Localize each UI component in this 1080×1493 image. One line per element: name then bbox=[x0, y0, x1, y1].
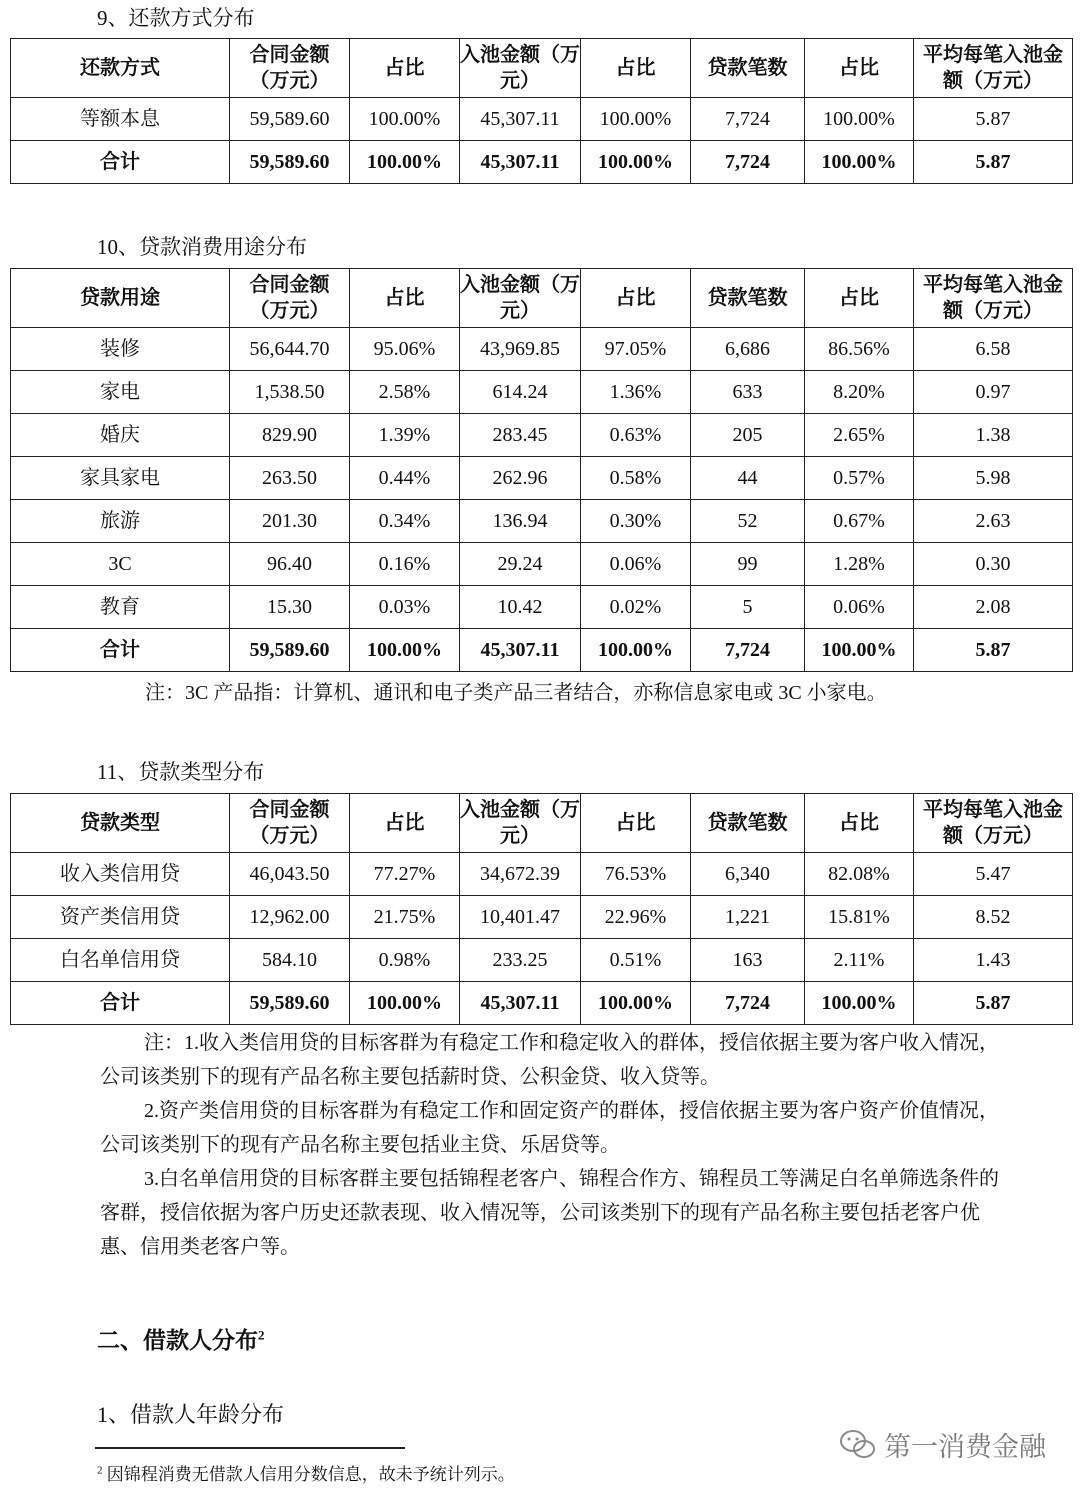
note-paragraph: 3.白名单信用贷的目标客群主要包括锦程老客户、锦程合作方、锦程员工等满足白名单筛选条件的客群，授信依据为客户历史还款表现、收入情况等，公司该类别下的现有产品名称主要包括老客户优惠、信用类老客户等。 bbox=[100, 1168, 999, 1258]
table-cell: 99 bbox=[691, 543, 805, 586]
distribution-table bbox=[10, 268, 1073, 672]
table-cell: 233.25 bbox=[460, 939, 581, 982]
table-row bbox=[11, 371, 1073, 414]
column-header: 占比 bbox=[805, 269, 914, 328]
table-cell: 0.97 bbox=[914, 371, 1073, 414]
table-cell: 43,969.85 bbox=[460, 328, 581, 371]
table-total-row bbox=[11, 982, 1073, 1025]
table-cell: 5.98 bbox=[914, 457, 1073, 500]
table-cell: 婚庆 bbox=[11, 414, 230, 457]
total-cell: 59,589.60 bbox=[230, 141, 350, 184]
section-title: 11、贷款类型分布 bbox=[97, 760, 265, 784]
total-cell: 7,724 bbox=[691, 982, 805, 1025]
footnote bbox=[97, 1460, 515, 1485]
table-cell: 100.00% bbox=[581, 98, 691, 141]
table-cell: 0.30 bbox=[914, 543, 1073, 586]
table-row bbox=[11, 328, 1073, 371]
table-cell: 0.44% bbox=[350, 457, 460, 500]
column-header: 贷款笔数 bbox=[691, 794, 805, 853]
table-cell: 34,672.39 bbox=[460, 853, 581, 896]
table-cell: 59,589.60 bbox=[230, 98, 350, 141]
column-header: 合同金额（万元） bbox=[230, 794, 350, 853]
table-cell: 5.87 bbox=[914, 98, 1073, 141]
table-cell: 633 bbox=[691, 371, 805, 414]
table-cell: 95.06% bbox=[350, 328, 460, 371]
table-cell: 52 bbox=[691, 500, 805, 543]
total-cell: 100.00% bbox=[581, 629, 691, 672]
total-cell: 100.00% bbox=[350, 629, 460, 672]
column-header: 贷款类型 bbox=[11, 794, 230, 853]
table-cell: 教育 bbox=[11, 586, 230, 629]
table-cell: 2.65% bbox=[805, 414, 914, 457]
section-heading-borrower bbox=[97, 1322, 265, 1355]
table-cell: 10,401.47 bbox=[460, 896, 581, 939]
column-header: 贷款笔数 bbox=[691, 269, 805, 328]
table-cell: 614.24 bbox=[460, 371, 581, 414]
table-total-row bbox=[11, 141, 1073, 184]
table-row bbox=[11, 853, 1073, 896]
total-cell: 59,589.60 bbox=[230, 982, 350, 1025]
total-cell: 合计 bbox=[11, 629, 230, 672]
table-cell: 0.03% bbox=[350, 586, 460, 629]
column-header: 占比 bbox=[581, 39, 691, 98]
section-title: 10、贷款消费用途分布 bbox=[97, 235, 307, 259]
column-header: 合同金额（万元） bbox=[230, 269, 350, 328]
subsection-heading: 1、借款人年龄分布 bbox=[97, 1402, 285, 1427]
table-cell: 旅游 bbox=[11, 500, 230, 543]
table-cell: 5.47 bbox=[914, 853, 1073, 896]
total-cell: 7,724 bbox=[691, 629, 805, 672]
table-cell: 0.57% bbox=[805, 457, 914, 500]
table-cell: 6,686 bbox=[691, 328, 805, 371]
table-header-row bbox=[11, 39, 1073, 98]
watermark bbox=[838, 1425, 1046, 1464]
table-row bbox=[11, 586, 1073, 629]
column-header: 入池金额（万元） bbox=[460, 269, 581, 328]
table-cell: 82.08% bbox=[805, 853, 914, 896]
table-cell: 2.11% bbox=[805, 939, 914, 982]
footnote-ref[interactable]: 2 bbox=[258, 1327, 265, 1343]
column-header: 占比 bbox=[350, 39, 460, 98]
table-cell: 2.58% bbox=[350, 371, 460, 414]
table-cell: 12,962.00 bbox=[230, 896, 350, 939]
total-cell: 45,307.11 bbox=[460, 982, 581, 1025]
note-paragraph: 注：1.收入类信用贷的目标客群为有稳定工作和稳定收入的群体，授信依据主要为客户收入情况，公司该类别下的现有产品名称主要包括薪时贷、公积金贷、收入贷等。 bbox=[100, 1032, 999, 1088]
table-cell: 1.28% bbox=[805, 543, 914, 586]
table-cell: 7,724 bbox=[691, 98, 805, 141]
section-title: 二、借款人分布 bbox=[97, 1328, 258, 1353]
table-cell: 77.27% bbox=[350, 853, 460, 896]
table-cell: 0.16% bbox=[350, 543, 460, 586]
column-header: 平均每笔入池金额（万元） bbox=[914, 39, 1073, 98]
table-cell: 44 bbox=[691, 457, 805, 500]
table-cell: 100.00% bbox=[350, 98, 460, 141]
table-row bbox=[11, 896, 1073, 939]
total-cell: 5.87 bbox=[914, 629, 1073, 672]
table-cell: 0.51% bbox=[581, 939, 691, 982]
table-cell: 收入类信用贷 bbox=[11, 853, 230, 896]
table-cell: 0.06% bbox=[581, 543, 691, 586]
table-cell: 0.02% bbox=[581, 586, 691, 629]
table-cell: 86.56% bbox=[805, 328, 914, 371]
total-cell: 5.87 bbox=[914, 982, 1073, 1025]
table-cell: 10.42 bbox=[460, 586, 581, 629]
total-cell: 7,724 bbox=[691, 141, 805, 184]
table-cell: 584.10 bbox=[230, 939, 350, 982]
table-cell: 0.34% bbox=[350, 500, 460, 543]
footnote-text: 因锦程消费无借款人信用分数信息，故未予统计列示。 bbox=[106, 1465, 515, 1484]
table-cell: 1.38 bbox=[914, 414, 1073, 457]
total-cell: 合计 bbox=[11, 141, 230, 184]
table-cell: 205 bbox=[691, 414, 805, 457]
table-cell: 1.39% bbox=[350, 414, 460, 457]
table-note: 注：3C 产品指：计算机、通讯和电子类产品三者结合，亦称信息家电或 3C 小家电。 bbox=[145, 682, 887, 704]
column-header: 贷款笔数 bbox=[691, 39, 805, 98]
table-cell: 6,340 bbox=[691, 853, 805, 896]
table-cell: 8.52 bbox=[914, 896, 1073, 939]
table-row bbox=[11, 414, 1073, 457]
distribution-table bbox=[10, 793, 1073, 1025]
table-header-row bbox=[11, 794, 1073, 853]
table-row bbox=[11, 98, 1073, 141]
table-cell: 263.50 bbox=[230, 457, 350, 500]
table-cell: 1,221 bbox=[691, 896, 805, 939]
total-cell: 100.00% bbox=[805, 629, 914, 672]
table-cell: 0.58% bbox=[581, 457, 691, 500]
table-cell: 等额本息 bbox=[11, 98, 230, 141]
column-header: 入池金额（万元） bbox=[460, 39, 581, 98]
column-header: 占比 bbox=[805, 39, 914, 98]
table-cell: 97.05% bbox=[581, 328, 691, 371]
column-header: 平均每笔入池金额（万元） bbox=[914, 269, 1073, 328]
table-cell: 76.53% bbox=[581, 853, 691, 896]
column-header: 平均每笔入池金额（万元） bbox=[914, 794, 1073, 853]
note-paragraph: 2.资产类信用贷的目标客群为有稳定工作和固定资产的群体，授信依据主要为客户资产价值情况，公司该类别下的现有产品名称主要包括业主贷、乐居贷等。 bbox=[100, 1100, 999, 1156]
total-cell: 100.00% bbox=[350, 141, 460, 184]
table-cell: 资产类信用贷 bbox=[11, 896, 230, 939]
table-row bbox=[11, 939, 1073, 982]
column-header: 占比 bbox=[805, 794, 914, 853]
total-cell: 100.00% bbox=[805, 141, 914, 184]
footnote-divider bbox=[95, 1447, 405, 1449]
total-cell: 100.00% bbox=[350, 982, 460, 1025]
total-cell: 5.87 bbox=[914, 141, 1073, 184]
total-cell: 59,589.60 bbox=[230, 629, 350, 672]
table-cell: 0.98% bbox=[350, 939, 460, 982]
table-cell: 829.90 bbox=[230, 414, 350, 457]
table-cell: 装修 bbox=[11, 328, 230, 371]
distribution-table bbox=[10, 38, 1073, 184]
table-cell: 0.30% bbox=[581, 500, 691, 543]
watermark-text: 第一消费金融 bbox=[884, 1432, 1046, 1462]
table-cell: 201.30 bbox=[230, 500, 350, 543]
table-cell: 15.81% bbox=[805, 896, 914, 939]
section-title: 9、还款方式分布 bbox=[97, 6, 255, 30]
table-cell: 163 bbox=[691, 939, 805, 982]
table-cell: 2.63 bbox=[914, 500, 1073, 543]
table-cell: 白名单信用贷 bbox=[11, 939, 230, 982]
column-header: 占比 bbox=[581, 794, 691, 853]
table-cell: 3C bbox=[11, 543, 230, 586]
table-cell: 1.36% bbox=[581, 371, 691, 414]
table-cell: 家电 bbox=[11, 371, 230, 414]
table-cell: 0.06% bbox=[805, 586, 914, 629]
table-cell: 1,538.50 bbox=[230, 371, 350, 414]
table-cell: 136.94 bbox=[460, 500, 581, 543]
table-cell: 45,307.11 bbox=[460, 98, 581, 141]
table-cell: 283.45 bbox=[460, 414, 581, 457]
table-header-row bbox=[11, 269, 1073, 328]
table-cell: 22.96% bbox=[581, 896, 691, 939]
column-header: 还款方式 bbox=[11, 39, 230, 98]
table-cell: 56,644.70 bbox=[230, 328, 350, 371]
column-header: 占比 bbox=[350, 269, 460, 328]
table-cell: 5 bbox=[691, 586, 805, 629]
total-cell: 45,307.11 bbox=[460, 629, 581, 672]
footnote-mark: 2 bbox=[97, 1464, 103, 1477]
total-cell: 100.00% bbox=[805, 982, 914, 1025]
column-header: 占比 bbox=[350, 794, 460, 853]
total-cell: 45,307.11 bbox=[460, 141, 581, 184]
table-cell: 46,043.50 bbox=[230, 853, 350, 896]
column-header: 合同金额（万元） bbox=[230, 39, 350, 98]
table-cell: 21.75% bbox=[350, 896, 460, 939]
table-cell: 100.00% bbox=[805, 98, 914, 141]
table-row bbox=[11, 500, 1073, 543]
table-cell: 0.67% bbox=[805, 500, 914, 543]
column-header: 贷款用途 bbox=[11, 269, 230, 328]
column-header: 占比 bbox=[581, 269, 691, 328]
table-cell: 6.58 bbox=[914, 328, 1073, 371]
table-cell: 262.96 bbox=[460, 457, 581, 500]
table-cell: 15.30 bbox=[230, 586, 350, 629]
table-notes bbox=[100, 1026, 1000, 1264]
total-cell: 100.00% bbox=[581, 982, 691, 1025]
table-cell: 1.43 bbox=[914, 939, 1073, 982]
table-cell: 29.24 bbox=[460, 543, 581, 586]
column-header: 入池金额（万元） bbox=[460, 794, 581, 853]
table-cell: 8.20% bbox=[805, 371, 914, 414]
table-row bbox=[11, 457, 1073, 500]
table-total-row bbox=[11, 629, 1073, 672]
total-cell: 100.00% bbox=[581, 141, 691, 184]
table-row bbox=[11, 543, 1073, 586]
wechat-icon bbox=[838, 1427, 878, 1463]
table-cell: 96.40 bbox=[230, 543, 350, 586]
table-cell: 家具家电 bbox=[11, 457, 230, 500]
total-cell: 合计 bbox=[11, 982, 230, 1025]
table-cell: 0.63% bbox=[581, 414, 691, 457]
table-cell: 2.08 bbox=[914, 586, 1073, 629]
